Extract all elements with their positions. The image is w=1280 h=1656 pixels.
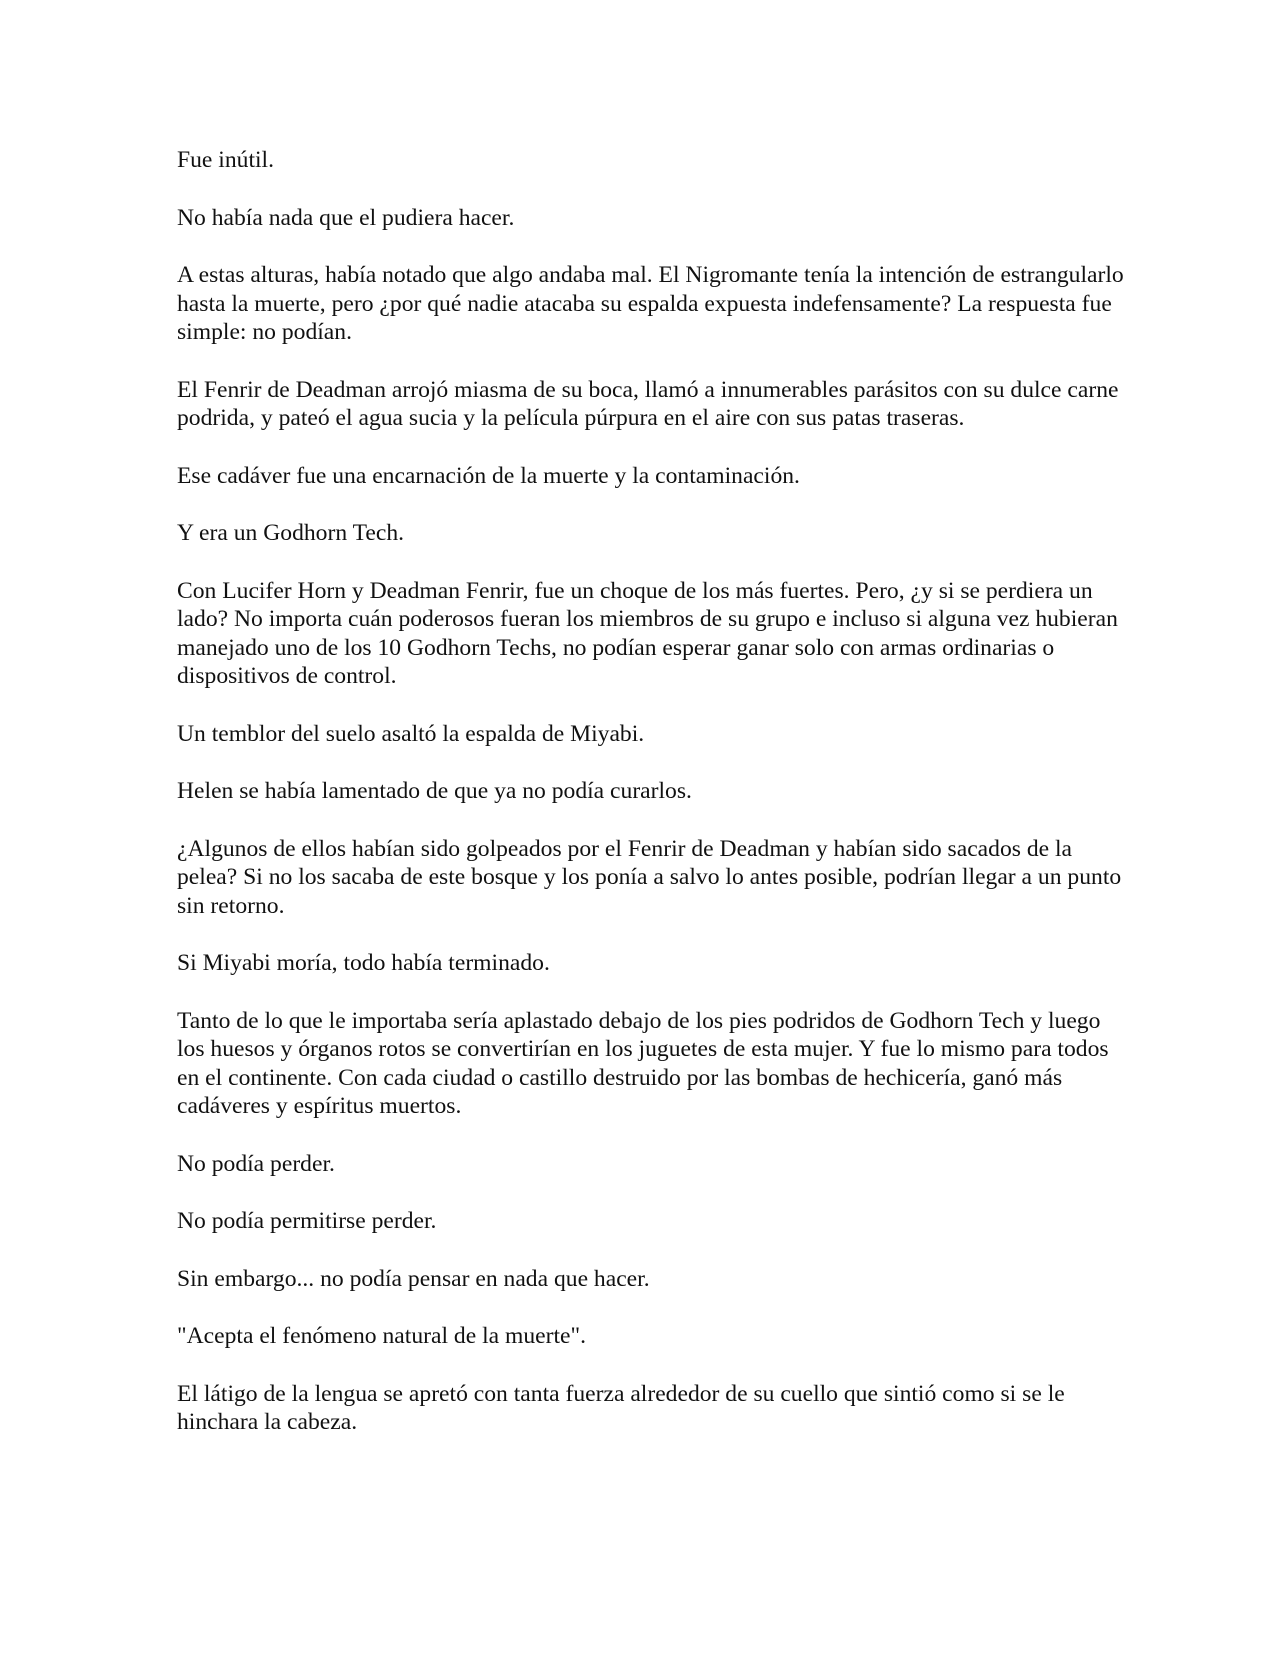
paragraph: No podía perder. [177, 1150, 335, 1177]
paragraph: No había nada que el pudiera hacer. [177, 204, 515, 231]
paragraph: Helen se había lamentado de que ya no podía curarlos. [177, 778, 692, 804]
paragraph: Tanto de lo que le importaba sería aplastado debajo de los pies podridos de Godhorn Tech y luego los huesos y órganos rotos se convertirían en los juguetes de esta mujer. Y fue lo mismo para todos en el continente. Con cada ciudad o castillo destruido por las bombas de hechicería, ganó más cadáveres y espíritus muertos. [177, 1007, 1109, 1119]
paragraph: ¿Algunos de ellos habían sido golpeados por el Fenrir de Deadman y habían sido sacados de la pelea? Si no los sacaba de este bosque y los ponía a salvo lo antes posible, podrían llegar a un punto sin retorno. [177, 835, 1122, 919]
paragraph: Si Miyabi moría, todo había terminado. [177, 950, 550, 976]
paragraph: Un temblor del suelo asaltó la espalda de Miyabi. [177, 720, 645, 747]
document-body [177, 146, 1130, 1437]
paragraph: El Fenrir de Deadman arrojó miasma de su boca, llamó a innumerables parásitos con su dulce carne podrida, y pateó el agua sucia y la película púrpura en el aire con sus patas traseras. [177, 376, 1119, 431]
paragraph: No podía permitirse perder. [177, 1208, 437, 1234]
paragraph: "Acepta el fenómeno natural de la muerte". [177, 1323, 587, 1349]
paragraph: Fue inútil. [177, 147, 275, 173]
paragraph: Con Lucifer Horn y Deadman Fenrir, fue un choque de los más fuertes. Pero, ¿y si se perdiera un lado? No importa cuán poderosos fueran los miembros de su grupo e incluso si alguna vez hubieran manejado uno de los 10 Godhorn Techs, no podían esperar ganar solo con armas ordinarias o dispositivos de control. [177, 577, 1118, 689]
paragraph: A estas alturas, había notado que algo andaba mal. El Nigromante tenía la intención de estrangularlo hasta la muerte, pero ¿por qué nadie atacaba su espalda expuesta indefensamente? La respuesta fue simple: no podían. [177, 262, 1124, 345]
paragraph: Sin embargo... no podía pensar en nada que hacer. [177, 1265, 650, 1292]
paragraph: Y era un Godhorn Tech. [177, 520, 405, 546]
paragraph: Ese cadáver fue una encarnación de la muerte y la contaminación. [177, 462, 800, 489]
paragraph: El látigo de la lengua se apretó con tanta fuerza alrededor de su cuello que sintió como si se le hinchara la cabeza. [177, 1380, 1065, 1435]
